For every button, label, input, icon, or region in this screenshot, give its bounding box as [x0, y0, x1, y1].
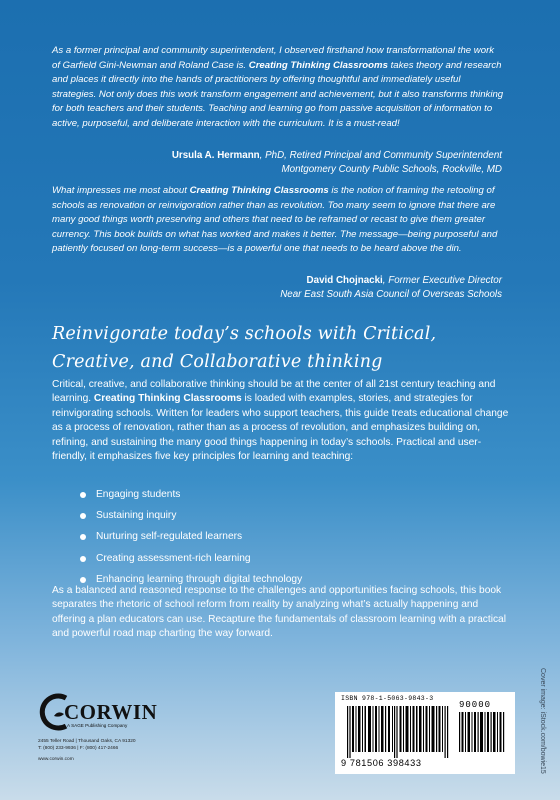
- bullet-icon: [80, 492, 86, 498]
- publisher-address: 2455 Teller Road | Thousand Oaks, CA 91320: [38, 739, 136, 744]
- cover-image-credit: Cover image: iStock.com/bowie15: [539, 668, 546, 774]
- price-barcode-bars: [459, 712, 509, 752]
- headline-line-2: Creative, and Collaborative thinking: [52, 352, 383, 372]
- author-role: , Former Executive Director: [382, 275, 502, 286]
- headline: [52, 320, 512, 376]
- list-item-text: Nurturing self-regulated learners: [96, 531, 243, 543]
- publisher-logo: CORWIN: [64, 700, 158, 724]
- book-title: Creating Thinking Classrooms: [93, 393, 242, 405]
- testimonial-quote-2: [52, 184, 504, 257]
- author-name: David Chojnacki: [306, 275, 383, 286]
- quote-text: As a former principal and community superintendent, I observed firsthand how transformational the work of Garfield Gini-Newman and Roland Case is.: [52, 45, 495, 71]
- book-title: Creating Thinking Classrooms: [248, 59, 388, 71]
- bullet-icon: [80, 534, 86, 540]
- description-paragraph-2: As a balanced and reasoned response to the challenges and opportunities facing schools, this book separates the rhetoric of school reform from reality by analyzing what’s actually happening and offering a plan educators can use. Recapture the fundamentals of classroom learning with a practical and powerful road map charting the way forward.: [52, 585, 506, 640]
- author-name: Ursula A. Hermann: [171, 150, 260, 161]
- author-affiliation: Near East South Asia Council of Overseas Schools: [280, 289, 502, 300]
- bullet-icon: [80, 556, 86, 562]
- author-affiliation: Montgomery County Public Schools, Rockville, MD: [281, 164, 502, 175]
- quote-text: takes theory and research and places it directly into the hands of practitioners by offering thoughtful and immediately useful strategies. Not only does this work transform engagement and achievement, but it also transforms thinking for both teachers and their students. Teaching and learning go from passive acquisition of information to active, purposeful, and deliberate interaction with the curriculum. It is a must-read!: [52, 59, 504, 129]
- list-item-text: Engaging students: [96, 489, 181, 500]
- publisher-website: www.corwin.com: [38, 757, 74, 762]
- paragraph-text: Critical, creative, and collaborative thinking should be at the center of all 21st century teaching and learning.: [52, 379, 496, 405]
- quote-text: is the notion of framing the retooling of schools as renovation or reinvigoration rather than as revolution. Too many seem to ignore that there are many good things worth preserving and others that need to be reframed or recast to give them greater currency. This book builds on what has worked and makes it better. The message—being purposeful and patiently focused on long-term success—is a powerful one that needs to be heard above the din.: [52, 185, 498, 254]
- list-item-text: Enhancing learning through digital technology: [96, 573, 303, 585]
- book-title: Creating Thinking Classrooms: [189, 185, 329, 196]
- bullet-icon: [80, 577, 86, 583]
- testimonial-quote-1: [52, 44, 504, 131]
- testimonial-attribution-1: [172, 149, 502, 177]
- publisher-phone: T: (800) 233-9936 | F: (800) 417-2466: [38, 746, 119, 751]
- headline-line-1: Reinvigorate today’s schools with Critical,: [52, 324, 437, 344]
- publisher-tagline: A SAGE Publishing Company: [67, 723, 128, 728]
- list-item: [80, 509, 302, 530]
- author-role: , PhD, Retired Principal and Community Superintendent: [259, 150, 502, 161]
- testimonial-attribution-2: [280, 274, 502, 302]
- list-item: [80, 488, 302, 509]
- description-paragraph-1: [52, 378, 514, 464]
- list-item: [80, 552, 302, 573]
- list-item: [80, 530, 302, 551]
- isbn-label: ISBN 978-1-5063-9843-3: [341, 695, 434, 702]
- quote-text: What impresses me most about: [52, 185, 190, 196]
- paragraph-text: is loaded with examples, stories, and strategies for reinvigorating schools. Written for leaders who support teachers, this guide treats educational change as a process of renovation, rather than as a process of revolution, and emphasizes building on, refining, and sustaining the many good things happening in today’s schools. Practical and user-friendly, it emphasizes five key principles for learning and teaching:: [52, 393, 509, 463]
- list-item-text: Creating assessment-rich learning: [96, 552, 251, 564]
- price-code: 90000: [459, 700, 492, 710]
- ean-barcode-bars: [347, 706, 451, 758]
- barcode: [335, 692, 515, 774]
- list-item-text: Sustaining inquiry: [96, 510, 177, 522]
- principles-list: [80, 488, 302, 594]
- ean-digits: 9 781506 398433: [341, 758, 422, 768]
- bullet-icon: [80, 513, 86, 519]
